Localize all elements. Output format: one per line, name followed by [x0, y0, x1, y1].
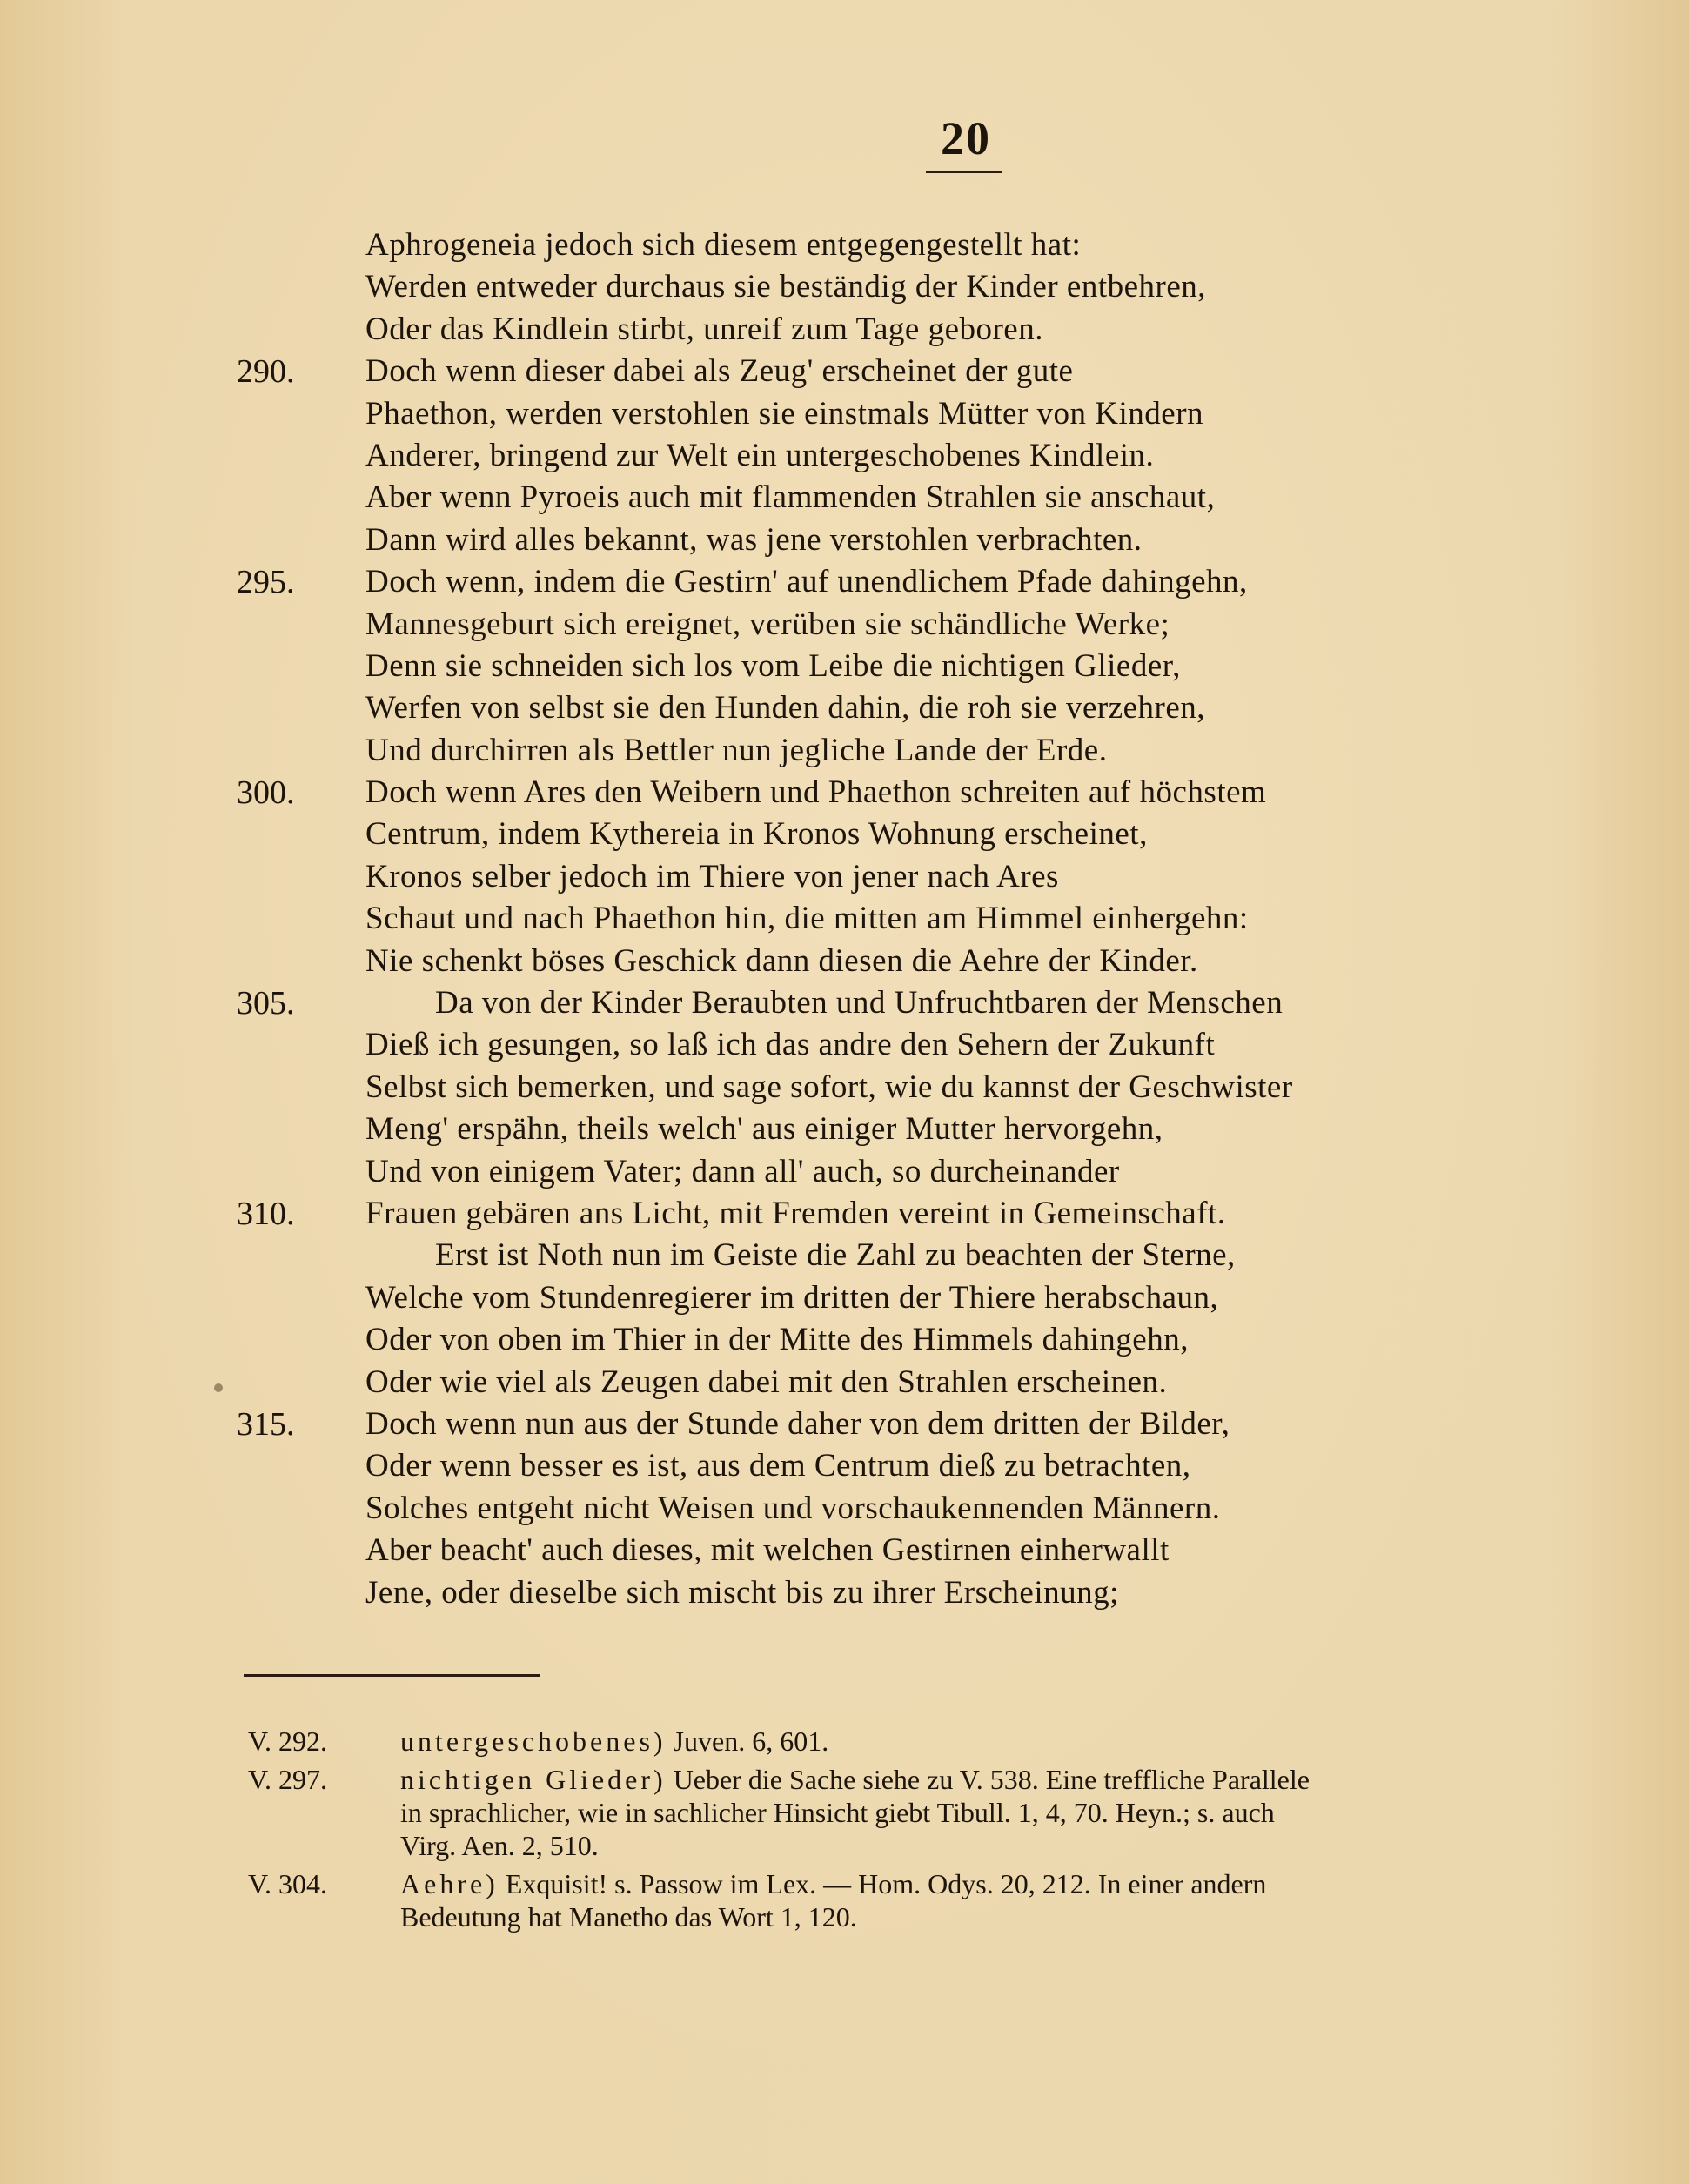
line-number: 300. — [237, 774, 295, 812]
verse-text: Dieß ich gesungen, so laß ich das andre den Sehern der Zukunft — [365, 1027, 1216, 1063]
verse-text: Solches entgeht nicht Weisen und vorschaukennenden Männern. — [365, 1490, 1221, 1526]
verse-line — [0, 856, 1689, 898]
verse-line — [0, 898, 1689, 940]
verse-text: Schaut und nach Phaethon hin, die mitten am Himmel einhergehn: — [365, 901, 1249, 937]
verse-text: Meng' erspähn, theils welch' aus einiger Mutter hervorgehn, — [365, 1111, 1163, 1148]
line-number: 310. — [237, 1195, 295, 1232]
footnote-text: Ueber die Sache siehe zu V. 538. Eine treffliche Parallele — [666, 1764, 1310, 1795]
verse-text: Aber beacht' auch dieses, mit welchen Gestirnen einherwallt — [365, 1532, 1170, 1569]
verse-text: Doch wenn dieser dabei als Zeug' erscheinet der gute — [365, 353, 1074, 390]
verse-line — [0, 309, 1689, 351]
verse-block — [0, 224, 1689, 1614]
footnote-continuation: Bedeutung hat Manetho das Wort 1, 120. — [400, 1901, 857, 1933]
verse-line — [0, 982, 1689, 1024]
verse-text: Kronos selber jedoch im Thiere von jener nach Ares — [365, 858, 1059, 894]
verse-text: Nie schenkt böses Geschick dann diesen die Aehre der Kinder. — [365, 942, 1198, 979]
verse-text: Anderer, bringend zur Welt ein untergeschobenes Kindlein. — [365, 437, 1155, 473]
verse-text: Oder wenn besser es ist, aus dem Centrum dieß zu betrachten, — [365, 1448, 1191, 1484]
verse-line — [0, 1488, 1689, 1530]
verse-line — [0, 435, 1689, 477]
verse-text: Aber wenn Pyroeis auch mit flammenden Strahlen sie anschaut, — [365, 479, 1216, 516]
verse-text: Oder das Kindlein stirbt, unreif zum Tage geboren. — [365, 311, 1043, 347]
footnotes — [248, 1725, 1675, 1933]
verse-line — [0, 1024, 1689, 1066]
verse-line — [0, 1530, 1689, 1571]
verse-line — [0, 646, 1689, 687]
footnote-body — [400, 1763, 1675, 1862]
verse-line — [0, 1235, 1689, 1276]
verse-line — [0, 730, 1689, 772]
footnote-text: Juven. 6, 601. — [666, 1725, 829, 1757]
verse-text: Dann wird alles bekannt, was jene verstohlen verbrachten. — [365, 521, 1143, 558]
footnote-lemma: nichtigen Glieder) — [400, 1764, 667, 1795]
footnote-body — [400, 1867, 1675, 1933]
verse-text: Doch wenn Ares den Weibern und Phaethon schreiten auf höchstem — [365, 774, 1267, 811]
verse-text: Werfen von selbst sie den Hunden dahin, die roh sie verzehren, — [365, 690, 1206, 727]
verse-text: Centrum, indem Kythereia in Kronos Wohnung erscheinet, — [365, 816, 1148, 853]
footnote — [248, 1867, 1675, 1933]
verse-line — [0, 1319, 1689, 1361]
verse-line — [0, 1151, 1689, 1193]
verse-line — [0, 772, 1689, 814]
verse-text: Oder wie viel als Zeugen dabei mit den Strahlen erscheinen. — [365, 1363, 1168, 1400]
footnote-continuation: Virg. Aen. 2, 510. — [400, 1830, 599, 1861]
verse-line — [0, 519, 1689, 561]
verse-text: Mannesgeburt sich ereignet, verüben sie schändliche Werke; — [365, 606, 1170, 642]
verse-text: Frauen gebären ans Licht, mit Fremden vereint in Gemeinschaft. — [365, 1195, 1226, 1231]
verse-line — [0, 393, 1689, 435]
verse-line — [0, 1109, 1689, 1150]
verse-line — [0, 687, 1689, 729]
verse-text: Denn sie schneiden sich los vom Leibe die nichtigen Glieder, — [365, 647, 1181, 684]
paper-speck — [214, 1383, 223, 1392]
verse-line — [0, 1193, 1689, 1235]
line-number: 295. — [237, 564, 295, 601]
footnote-lemma: Aehre) — [400, 1868, 499, 1899]
line-number: 315. — [237, 1405, 295, 1443]
footnote-lemma: untergeschobenes) — [400, 1725, 667, 1757]
verse-line — [0, 224, 1689, 266]
footnote-text: Exquisit! s. Passow im Lex. — Hom. Odys. 20, 212. In einer andern — [498, 1868, 1267, 1899]
verse-text: Doch wenn nun aus der Stunde daher von dem dritten der Bilder, — [365, 1405, 1230, 1442]
verse-line — [0, 814, 1689, 855]
page-number-rule — [926, 171, 1002, 173]
verse-line — [0, 561, 1689, 603]
footnote — [248, 1763, 1675, 1862]
line-number: 290. — [237, 353, 295, 391]
footnote-continuation: in sprachlicher, wie in sachlicher Hinsicht giebt Tibull. 1, 4, 70. Heyn.; s. auch — [400, 1797, 1275, 1828]
verse-text: Werden entweder durchaus sie beständig der Kinder entbehren, — [365, 269, 1207, 305]
verse-text: Da von der Kinder Beraubten und Unfruchtbaren der Menschen — [435, 985, 1284, 1022]
verse-line — [0, 1362, 1689, 1404]
line-number: 305. — [237, 985, 295, 1022]
footnote-ref: V. 304. — [248, 1868, 327, 1899]
verse-text: Doch wenn, indem die Gestirn' auf unendlichem Pfade dahingehn, — [365, 564, 1248, 600]
footnote-ref: V. 292. — [248, 1725, 327, 1757]
verse-line — [0, 1445, 1689, 1487]
verse-text: Aphrogeneia jedoch sich diesem entgegengestellt hat: — [365, 227, 1082, 263]
verse-text: Oder von oben im Thier in der Mitte des Himmels dahingehn, — [365, 1322, 1189, 1358]
verse-line — [0, 477, 1689, 519]
verse-line — [0, 351, 1689, 392]
verse-line — [0, 1277, 1689, 1319]
footnote-ref: V. 297. — [248, 1764, 327, 1795]
footnote — [248, 1725, 1675, 1758]
verse-line — [0, 1067, 1689, 1109]
verse-line — [0, 1572, 1689, 1614]
verse-text: Welche vom Stundenregierer im dritten der Thiere herabschaun, — [365, 1279, 1219, 1316]
verse-line — [0, 1404, 1689, 1445]
verse-line — [0, 604, 1689, 646]
verse-line — [0, 941, 1689, 982]
verse-text: Und durchirren als Bettler nun jegliche Lande der Erde. — [365, 732, 1108, 768]
verse-text: Und von einigem Vater; dann all' auch, so durcheinander — [365, 1153, 1120, 1189]
verse-line — [0, 266, 1689, 308]
footnote-body — [400, 1725, 1675, 1758]
footnote-rule — [244, 1674, 540, 1677]
verse-text: Erst ist Noth nun im Geiste die Zahl zu beachten der Sterne, — [435, 1237, 1236, 1274]
verse-text: Selbst sich bemerken, und sage sofort, wie du kannst der Geschwister — [365, 1069, 1293, 1105]
page-number: 20 — [941, 112, 991, 164]
verse-text: Jene, oder dieselbe sich mischt bis zu ihrer Erscheinung; — [365, 1574, 1119, 1611]
verse-text: Phaethon, werden verstohlen sie einstmals Mütter von Kindern — [365, 395, 1204, 432]
